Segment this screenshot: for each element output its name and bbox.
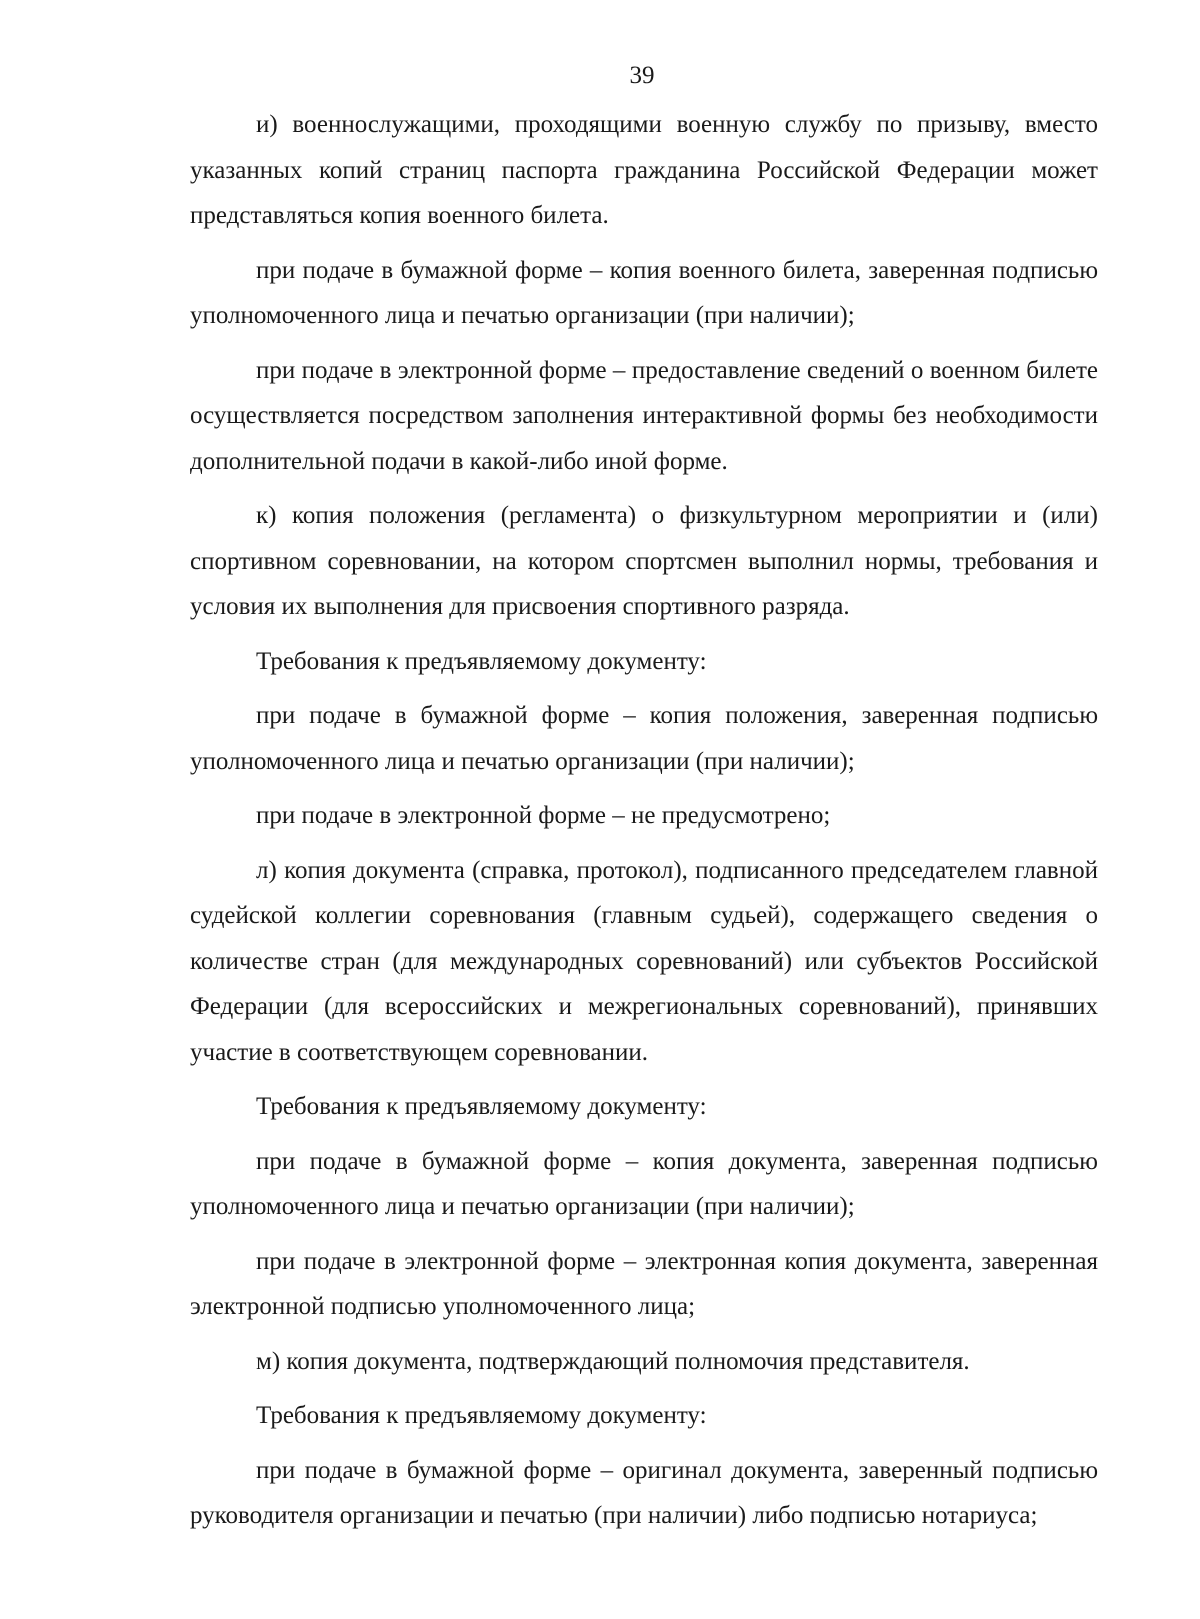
paragraph-requirements-heading: Требования к предъявляемому документу:	[256, 1402, 707, 1429]
paragraph-paper-form: при подаче в бумажной форме – оригинал документа, заверенный подписью руководителя организации и печатью (при наличии) либо подписью нотариуса;	[190, 1456, 1098, 1529]
paragraph-i-military: и) военнослужащими, проходящими военную службу по призыву, вместо указанных копий страниц паспорта гражданина Российской Федерации может представляться копия военного билета.	[190, 111, 1098, 229]
paragraph-requirements-heading: Требования к предъявляемому документу:	[256, 647, 707, 675]
paragraph-paper-form: при подаче в бумажной форме – копия положения, заверенная подписью уполномоченного лица и печатью организации (при наличии);	[190, 702, 1098, 775]
page-number: 39	[629, 62, 655, 89]
paragraph-requirements-heading: Требования к предъявляемому документу:	[256, 1093, 707, 1120]
paragraph-electronic-form: при подаче в электронной форме – не предусмотрено;	[256, 802, 831, 829]
paragraph-paper-form: при подаче в бумажной форме – копия документа, заверенная подписью уполномоченного лица и печатью организации (при наличии);	[190, 1147, 1098, 1220]
paragraph-paper-form: при подаче в бумажной форме – копия военного билета, заверенная подписью уполномоченного лица и печатью организации (при наличии);	[190, 256, 1098, 329]
paragraph-electronic-form: при подаче в электронной форме – предоставление сведений о военном билете осуществляется посредством заполнения интерактивной формы без необходимости дополнительной подачи в какой-либо иной форме.	[190, 356, 1098, 475]
document-body	[190, 102, 1098, 1548]
paragraph-m-representative: м) копия документа, подтверждающий полномочия представителя.	[256, 1347, 970, 1375]
paragraph-k-regulation: к) копия положения (регламента) о физкультурном мероприятии и (или) спортивном соревновании, на котором спортсмен выполнил нормы, требования и условия их выполнения для присвоения спортивного разряда.	[190, 502, 1098, 620]
paragraph-electronic-form: при подаче в электронной форме – электронная копия документа, заверенная электронной подписью уполномоченного лица;	[190, 1247, 1098, 1320]
paragraph-l-protocol: л) копия документа (справка, протокол), подписанного председателем главной судейской коллегии соревнования (главным судьей), содержащего сведения о количестве стран (для международных соревнований) или субъектов Российской Федерации (для всероссийских и межрегиональных соревнований), принявших участие в соответствующем соревновании.	[190, 856, 1098, 1066]
